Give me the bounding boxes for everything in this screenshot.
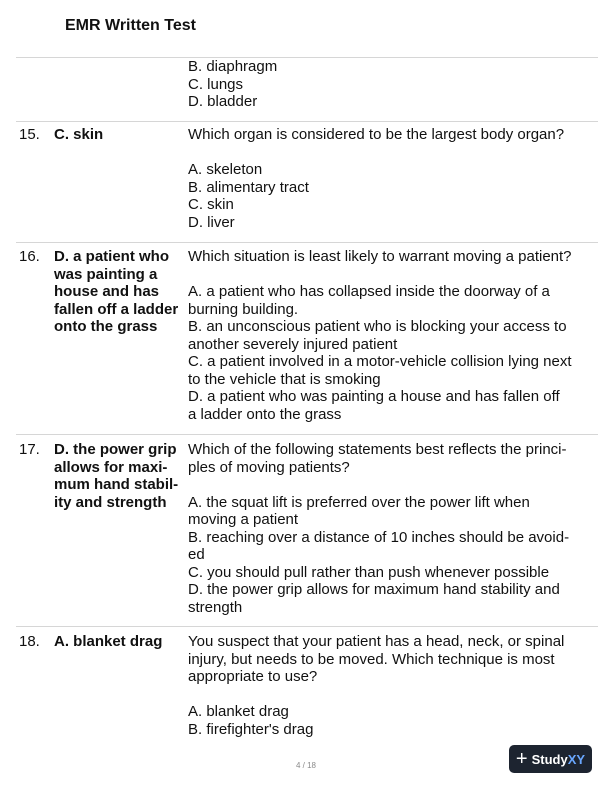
divider [16, 57, 598, 58]
option-line: C. you should pull rather than push whenever possible [188, 563, 550, 581]
page-title: EMR Written Test [65, 17, 196, 34]
answer-text [54, 248, 190, 336]
option-line: A. the squat lift is preferred over the power lift when [188, 493, 530, 511]
option-line: B. an unconscious patient who is blocking your access to [188, 318, 567, 335]
continued-options [188, 58, 277, 111]
option-line: ed [188, 546, 205, 563]
question-line: appropriate to use? [188, 668, 318, 685]
question-body [188, 633, 594, 738]
answer-text [54, 126, 190, 144]
answer-line: C. skin [54, 126, 104, 143]
question-line: injury, but needs to be moved. Which technique is most [188, 650, 555, 668]
option-line: to the vehicle that is smoking [188, 370, 381, 388]
answer-line: D. a patient who [54, 248, 170, 265]
answer-line: A. blanket drag [54, 633, 163, 650]
question-number: 15. [19, 126, 40, 143]
answer-line: was painting a [54, 265, 158, 283]
page-number: 4 / 18 [295, 761, 316, 770]
brand-name [532, 752, 585, 767]
divider [16, 242, 598, 243]
question-line: Which organ is considered to be the largest body organ? [188, 126, 565, 143]
option-line: A. skeleton [188, 161, 263, 178]
question-body [188, 126, 594, 231]
option-line: C. a patient involved in a motor-vehicle collision lying next [188, 353, 572, 370]
question-number: 18. [19, 633, 40, 650]
answer-line: mum hand stabil- [54, 476, 179, 493]
option-line: A. blanket drag [188, 703, 289, 720]
option-line: B. alimentary tract [188, 178, 309, 196]
option-line: B. firefighter's drag [188, 720, 314, 738]
option-line: strength [188, 598, 243, 616]
option-line: B. reaching over a distance of 10 inches should be avoid- [188, 528, 570, 546]
option-line: D. bladder [188, 93, 258, 110]
question-number: 17. [19, 441, 40, 458]
answer-line: fallen off a ladder [54, 300, 179, 318]
option-line: B. diaphragm [188, 58, 278, 75]
option-line: another severely injured patient [188, 335, 398, 353]
option-line: D. the power grip allows for maximum hand stability and [188, 581, 560, 598]
question-line: ples of moving patients? [188, 458, 350, 476]
question-line: You suspect that your patient has a head, neck, or spinal [188, 633, 565, 650]
plus-icon: + [515, 748, 528, 770]
option-line: A. a patient who has collapsed inside the doorway of a [188, 283, 550, 300]
option-line: D. liver [188, 213, 235, 231]
option-line: C. lungs [188, 75, 244, 93]
option-line: C. skin [188, 196, 234, 213]
divider [16, 121, 598, 122]
divider [16, 626, 598, 627]
option-line: burning building. [188, 300, 299, 318]
brand-name-a: Study [531, 751, 568, 767]
answer-line: D. the power grip [54, 441, 177, 458]
option-line: D. a patient who was painting a house and has fallen off [188, 388, 560, 405]
studyxy-badge[interactable] [509, 745, 592, 773]
question-body [188, 441, 594, 616]
answer-line: house and has [54, 283, 160, 300]
brand-name-b: XY [567, 751, 586, 767]
question-body [188, 248, 594, 423]
question-number: 16. [19, 248, 40, 265]
answer-text [54, 441, 190, 511]
divider [16, 434, 598, 435]
question-line: Which situation is least likely to warrant moving a patient? [188, 248, 572, 265]
answer-text [54, 633, 190, 651]
option-line: a ladder onto the grass [188, 405, 342, 423]
answer-line: ity and strength [54, 493, 167, 511]
question-line: Which of the following statements best reflects the princi- [188, 441, 567, 458]
answer-line: onto the grass [54, 318, 158, 335]
answer-line: allows for maxi- [54, 458, 168, 476]
option-line: moving a patient [188, 511, 299, 528]
